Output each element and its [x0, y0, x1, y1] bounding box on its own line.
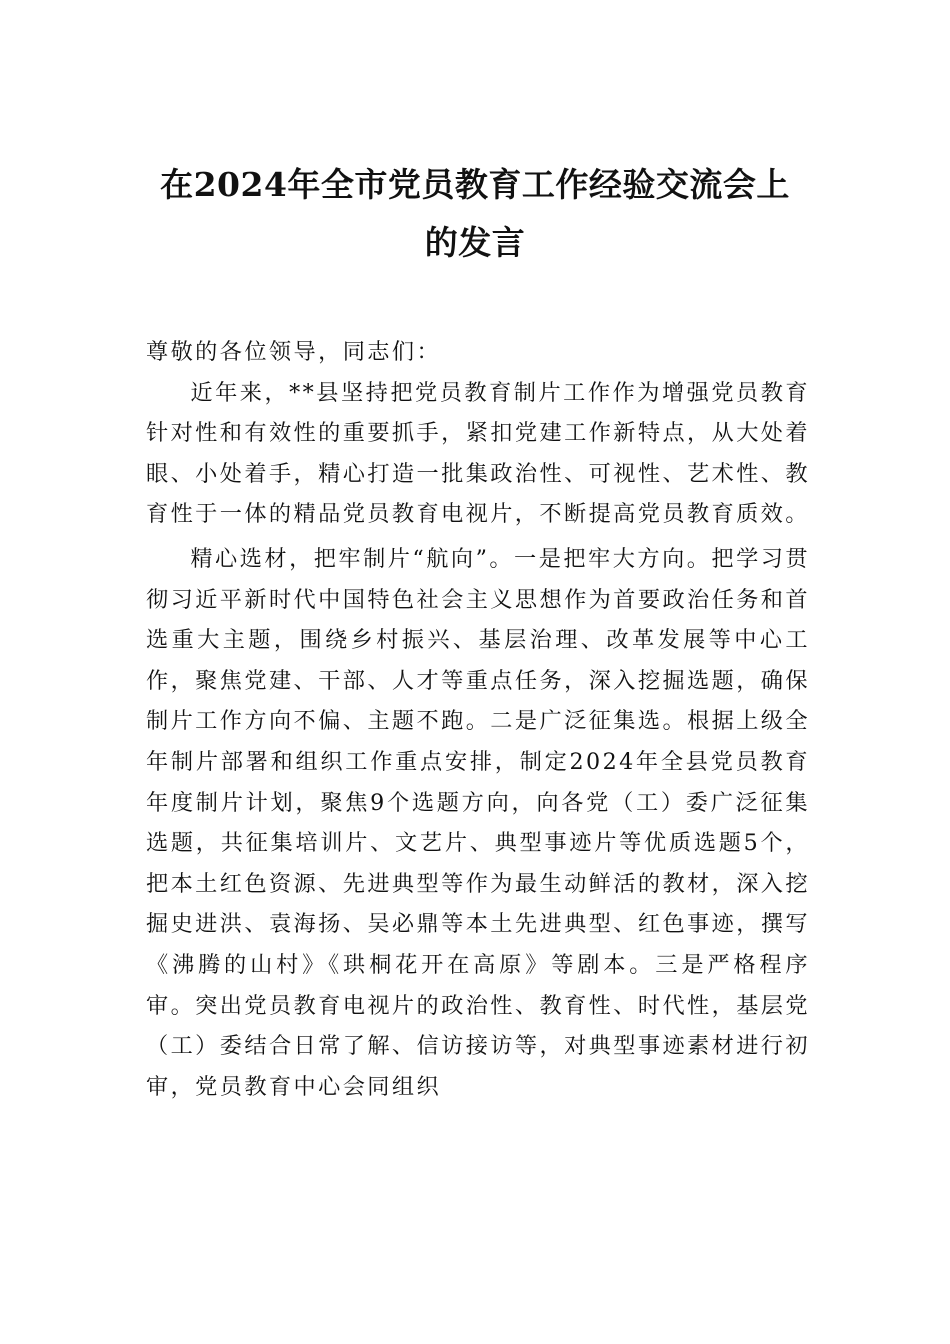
- title-line-2: 的发言: [424, 223, 526, 262]
- greeting: 尊敬的各位领导，同志们：: [146, 339, 442, 365]
- title-line-1: 在2024年全市党员教育工作经验交流会上: [160, 165, 790, 204]
- paragraph-topic-selection: 精心选材，把牢制片“航向”。一是把牢大方向。把学习贯彻习近平新时代中国特色社会主义思想作为首要政治任务和首选重大主题，围绕乡村振兴、基层治理、改革发展等中心工作，聚焦党建、干部、人才等重点任务，深入挖掘选题，确保制片工作方向不偏、主题不跑。二是广泛征集选。根据上级全年制片部署和组织工作重点安排，制定2024年全县党员教育年度制片计划，聚焦9个选题方向，向各党（工）委广泛征集选题，共征集培训片、文艺片、典型事迹片等优质选题5个，把本土红色资源、先进典型等作为最生动鲜活的教材，深入挖掘史进洪、袁海扬、吴必鼎等本土先进典型、红色事迹，撰写《沸腾的山村》《珙桐花开在高原》等剧本。三是严格程序审。突出党员教育电视片的政治性、教育性、时代性，基层党（工）委结合日常了解、信访接访等，对典型事迹素材进行初审，党员教育中心会同组织: [146, 545, 810, 1100]
- document-body: [146, 332, 810, 1111]
- document-title: [140, 156, 810, 272]
- paragraph-intro: 近年来，**县坚持把党员教育制片工作作为增强党员教育针对性和有效性的重要抓手，紧扣党建工作新特点，从大处着眼、小处着手，精心打造一批集政治性、可视性、艺术性、教育性于一体的精品党员教育电视片，不断提高党员教育质效。: [146, 379, 810, 528]
